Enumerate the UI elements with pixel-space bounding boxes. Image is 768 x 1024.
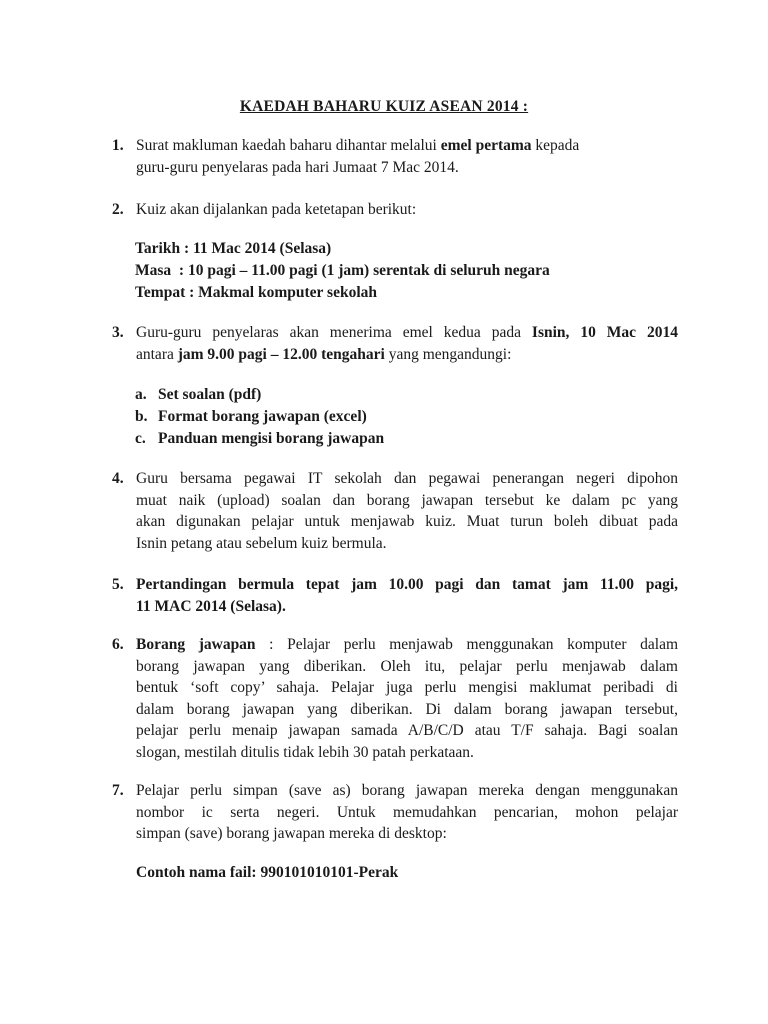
list-item-7 [112, 780, 678, 845]
item-line: Borang jawapan : Pelajar perlu menjawab menggunakan komputer dalam [136, 636, 679, 653]
example-filename: Contoh nama fail: 990101010101-Perak [136, 864, 399, 881]
item-number: 7. [112, 782, 124, 799]
item-text [136, 780, 678, 845]
item-line: 11 MAC 2014 (Selasa). [136, 597, 286, 615]
item-number: 1. [112, 137, 124, 154]
item-line: Guru bersama pegawai IT sekolah dan pegawai penerangan negeri dipohon [136, 470, 678, 487]
item-number: 5. [112, 576, 124, 593]
item-text: Kuiz akan dijalankan pada ketetapan berikut: [136, 201, 417, 218]
schedule-tarikh: Tarikh : 11 Mac 2014 (Selasa) [135, 240, 332, 257]
list-item-2 [112, 199, 678, 221]
list-item-4 [112, 468, 678, 554]
subitem-b: b. Format borang jawapan (excel) [135, 408, 367, 425]
item-text [136, 574, 678, 617]
item-line: Surat makluman kaedah baharu dihantar melalui emel pertama kepada [136, 137, 580, 154]
item-line: akan digunakan pelajar untuk menjawab kuiz. Muat turun boleh dibuat pada [136, 513, 678, 530]
subitem-c: c. Panduan mengisi borang jawapan [135, 430, 385, 447]
item-line: Pelajar perlu simpan (save as) borang jawapan mereka dengan menggunakan [136, 782, 678, 799]
item-number: 6. [112, 636, 124, 653]
item-line: Isnin petang atau sebelum kuiz bermula. [136, 534, 387, 552]
item-number: 4. [112, 470, 124, 487]
item-line: slogan, mestilah ditulis tidak lebih 30 patah perkataan. [136, 743, 474, 761]
item-line: guru-guru penyelaras pada hari Jumaat 7 Mac 2014. [136, 158, 459, 176]
item-text [136, 634, 678, 763]
item-line: simpan (save) borang jawapan mereka di desktop: [136, 825, 447, 842]
item-line: Pertandingan bermula tepat jam 10.00 pagi dan tamat jam 11.00 pagi, [136, 576, 678, 593]
item-line: pelajar perlu menaip jawapan samada A/B/C/D atau T/F sahaja. Bagi soalan [136, 722, 678, 739]
item-line: muat naik (upload) soalan dan borang jawapan tersebut ke dalam pc yang [136, 491, 678, 509]
item-number: 3. [112, 324, 124, 341]
list-item-1 [112, 135, 678, 178]
item-line: borang jawapan yang diberikan. Oleh itu, pelajar perlu menjawab dalam [136, 657, 678, 675]
item-line: antara jam 9.00 pagi – 12.00 tengahari yang mengandungi: [136, 345, 512, 363]
item-number: 2. [112, 201, 124, 218]
item-line: nombor ic serta negeri. Untuk memudahkan pencarian, mohon pelajar [136, 803, 678, 821]
list-item-6 [112, 634, 678, 763]
list-item-5 [112, 574, 678, 617]
document-title: KAEDAH BAHARU KUIZ ASEAN 2014 : [239, 98, 529, 115]
item-text [136, 322, 678, 365]
schedule-masa: Masa : 10 pagi – 11.00 pagi (1 jam) serentak di seluruh negara [135, 262, 550, 279]
item-line: dalam borang jawapan yang diberikan. Di dalam borang jawapan tersebut, [136, 700, 678, 718]
list-item-3 [112, 322, 678, 365]
schedule-tempat: Tempat : Makmal komputer sekolah [135, 284, 377, 301]
subitem-a: a. Set soalan (pdf) [135, 386, 262, 403]
item-text [136, 468, 678, 554]
item-line: Guru-guru penyelaras akan menerima emel kedua pada Isnin, 10 Mac 2014 [136, 324, 678, 341]
item-line: bentuk ‘soft copy’ sahaja. Pelajar juga perlu mengisi maklumat peribadi di [136, 679, 678, 696]
item-text [136, 135, 678, 178]
